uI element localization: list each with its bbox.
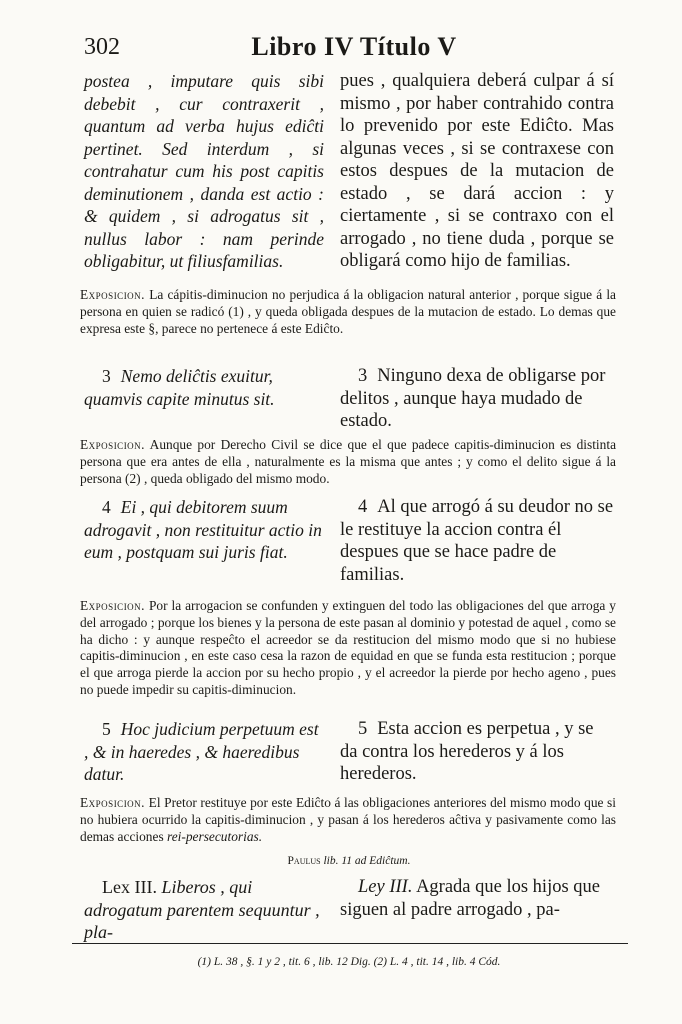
exposicion-text: El Pretor restituye por este Ediĉto á las obligaciones anteriores del mismo modo que si no hubiera ocurrido la capitis-diminucion , y pasan á los herederos aĉtiva y pasivamente como las demas acciones (80, 795, 616, 844)
spanish-lex-text: Agrada que los hijos que siguen al padre arrogado , pa- (340, 877, 600, 920)
exposicion-label: Exposicion. (80, 287, 146, 302)
exposicion-text: Por la arrogacion se confunden y extinguen del todo las obligaciones del que arroga y del arrogado ; porque los bienes y la persona de este pasan al dominio y potestad de aquel , como se ha dicho : y aunque respeĉto el acreedor se da restitucion del mismo modo que si no hubiese capitis-diminucion , en este caso cesa la razon de equidad en que se funda esta restitucion ; porque el que arroga pierde la accion por su hecho propio , y el acreedor la pierde por hecho ageno , pues no puede impedir su capitis-diminucion. (80, 598, 616, 697)
paragraph-number: 5 (358, 719, 368, 739)
footnote: (1) L. 38 , §. 1 y 2 , tit. 6 , lib. 12 Dig. (2) L. 4 , tit. 14 , lib. 4 Cód. (197, 956, 501, 968)
page-header (84, 32, 624, 66)
paragraph-5 (84, 718, 614, 788)
latin-text (84, 718, 324, 786)
latin-text (84, 365, 324, 410)
exposicion-2 (80, 437, 616, 487)
exposicion-3 (80, 598, 616, 699)
latin-text (84, 876, 324, 944)
spanish-text (340, 496, 614, 586)
latin-paragraph-text: Hoc judicium perpetuum est , & in haeredes , & haeredibus datur. (84, 719, 319, 784)
latin-paragraph-text: Nemo deliĉtis exuitur, quamvis capite minutus sit. (84, 366, 275, 409)
exposicion-text: La cápitis-diminucion no perjudica á la obligacion natural anterior , porque sigue á la persona en quien se radicó (1) , y queda obligada despues de la mutacion de estado. Lo demas que expresa este §, parece no pertenece á este Ediĉto. (80, 287, 616, 336)
exposicion-text: Aunque por Derecho Civil se dice que el que padece capitis-diminucion es distinta persona que era antes de ella , naturalmente es la misma que antes ; y como el delito sigue á la persona (2) , queda obligado del mismo modo. (80, 437, 617, 486)
spanish-text (340, 876, 614, 921)
exposicion-label: Exposicion. (80, 598, 146, 613)
exposicion-4 (80, 795, 616, 845)
lex-3 (84, 876, 614, 942)
paragraph-3 (84, 365, 614, 430)
paragraph-number: 3 (102, 366, 111, 386)
exposicion-label: Exposicion. (80, 437, 146, 452)
paragraph-4 (84, 496, 614, 586)
top-paragraph (84, 70, 614, 275)
latin-lex-text: Liberos , qui adrogatum parentem sequuntur , pla- (84, 877, 320, 942)
spanish-paragraph-text: Esta accion es perpetua , y se da contra los herederos y á los herederos. (340, 719, 594, 784)
latin-paragraph-text: Ei , qui debitorem suum adrogavit , non restituitur actio in eum , postquam sui juris fiat. (84, 497, 322, 562)
latin-text (84, 496, 324, 564)
exposicion-1 (80, 287, 616, 337)
spanish-text: pues , qualquiera deberá culpar á sí mismo , por haber contrahido contra lo prevenido por este Ediĉto. Mas algunas veces , si se contraxese con estos despues de la mutacion de estado , se dará accion : y ciertamente , si se contraxo con el arrogado , no tiene duda , porque se obligará como hijo de familias. (340, 71, 614, 271)
lex-label: Lex III. (102, 877, 157, 897)
source-citation (84, 855, 614, 867)
footnote-divider (72, 943, 628, 944)
page-number: 302 (84, 34, 120, 60)
ley-label: Ley III. (358, 877, 413, 897)
exposicion-italic-text: rei-persecutorias. (167, 828, 263, 844)
exposicion-label: Exposicion. (80, 795, 146, 810)
spanish-paragraph-text: Al que arrogó á su deudor no se le restituye la accion contra él despues que se hace padre de familias. (340, 497, 614, 585)
spanish-text (340, 365, 614, 433)
source-reference: lib. 11 ad Ediĉtum. (323, 855, 411, 867)
paragraph-number: 3 (358, 366, 368, 386)
latin-text: postea , imputare quis sibi debebit , cur contraxerit , quantum ad verba hujus ediĉti pertinet. Sed interdum , si contrahatur cum his post capitis deminutionem , danda est actio : & quidem , si adrogatus sit , nullus labor : nam perinde obligabitur, ut filiusfamilias. (84, 71, 324, 271)
paragraph-number: 4 (102, 497, 111, 517)
spanish-text (340, 718, 614, 786)
source-author: Paulus (287, 855, 321, 867)
paragraph-number: 4 (358, 497, 368, 517)
spanish-paragraph-text: Ninguno dexa de obligarse por delitos , aunque haya mudado de estado. (340, 366, 606, 431)
running-title: Libro IV Título V (251, 32, 457, 61)
paragraph-number: 5 (102, 719, 111, 739)
